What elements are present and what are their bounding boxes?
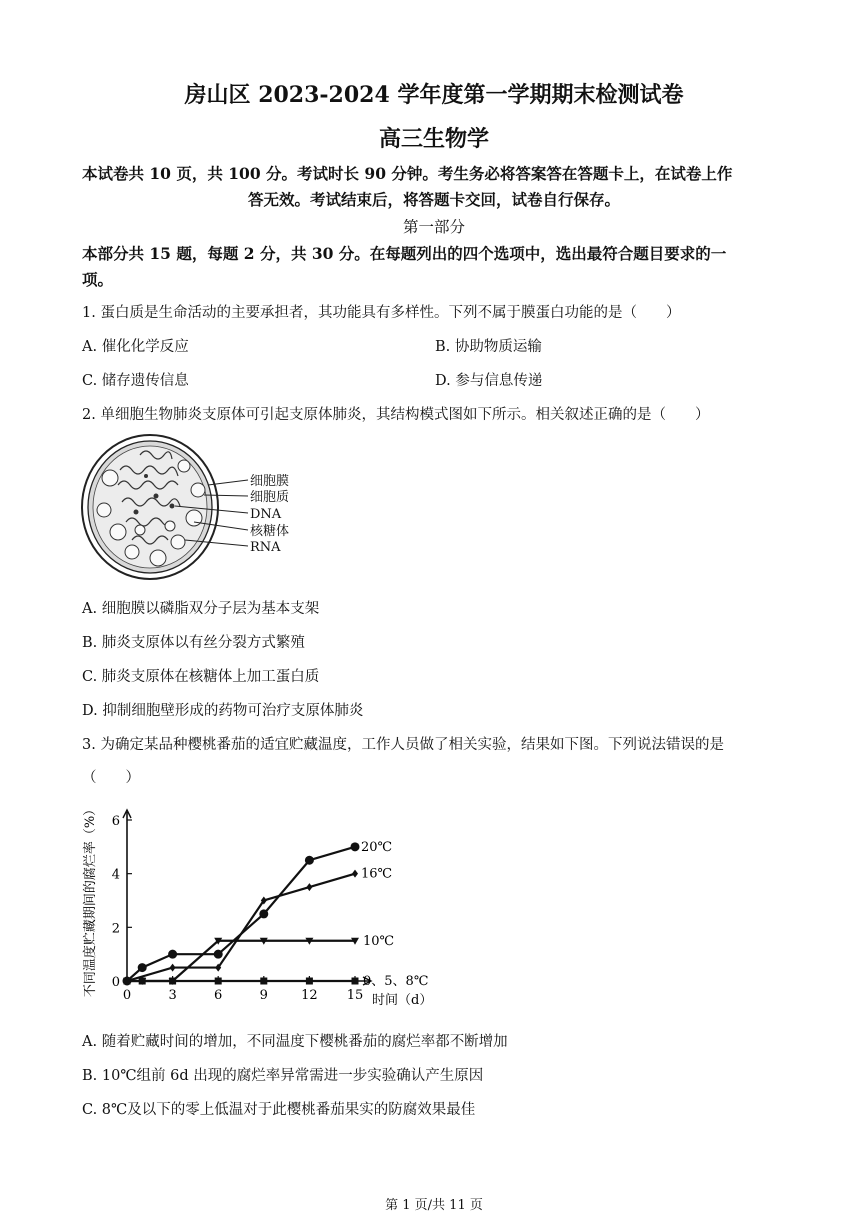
mycoplasma-structure-diagram	[80, 430, 320, 590]
chart-y-tick-label: 4	[111, 867, 120, 883]
q3-stem-line-2: （ ）	[82, 770, 140, 786]
q2-option-c: C. 肺炎支原体在核糖体上加工蛋白质	[82, 669, 320, 685]
q1-option-b: B. 协助物质运输	[435, 339, 542, 355]
chart-series-label: 20℃	[361, 839, 393, 855]
chart-data-point	[305, 856, 314, 865]
page-number: 第 1 页/共 11 页	[385, 1198, 483, 1213]
chart-data-point	[138, 963, 147, 972]
chart-data-point	[215, 978, 222, 985]
exam-subtitle: 高三生物学	[378, 126, 489, 152]
chart-x-tick-label: 12	[301, 988, 318, 1003]
label-cytoplasm: 细胞质	[250, 490, 290, 505]
label-rna: RNA	[250, 540, 281, 555]
chart-series-label: 16℃	[361, 866, 393, 882]
chart-x-tick-label: 0	[122, 988, 132, 1003]
chart-x-tick-label: 6	[214, 988, 223, 1003]
exam-title: 房山区 2023-2024 学年度第一学期期末检测试卷	[184, 82, 684, 108]
chart-data-point	[214, 950, 223, 959]
q2-option-b: B. 肺炎支原体以有丝分裂方式繁殖	[82, 635, 305, 651]
chart-data-point	[124, 978, 131, 985]
chart-data-point	[260, 978, 267, 985]
part-desc-line-2: 项。	[82, 270, 114, 289]
part-desc-line-1: 本部分共 15 题，每题 2 分，共 30 分。在每题列出的四个选项中，选出最符合题目要求的一	[82, 244, 727, 263]
q3-stem-line-1: 3. 为确定某品种樱桃番茄的适宜贮藏温度，工作人员做了相关实验，结果如下图。下列说法错误的是	[82, 737, 724, 753]
chart-series-line	[127, 874, 355, 981]
label-cell-membrane: 细胞膜	[250, 474, 290, 489]
chart-x-tick-label: 3	[168, 988, 177, 1003]
label-ribosome: 核糖体	[250, 524, 290, 539]
chart-data-point	[352, 870, 358, 878]
chart-x-tick-label: 9	[259, 988, 268, 1003]
instructions-line-1: 本试卷共 10 页，共 100 分。考试时长 90 分钟。考生务必将答案答在答题卡上，在试卷上作	[82, 164, 733, 183]
chart-y-tick-label: 2	[111, 921, 120, 937]
decay-rate-chart	[80, 795, 440, 1040]
chart-data-point	[352, 978, 359, 985]
part-title: 第一部分	[402, 218, 465, 236]
chart-x-tick-label: 15	[346, 988, 364, 1003]
chart-y-tick-label: 0	[111, 975, 120, 990]
q2-option-a: A. 细胞膜以磷脂双分子层为基本支架	[82, 601, 320, 617]
q3-option-b: B. 10℃组前 6d 出现的腐烂率异常需进一步实验确认产生原因	[82, 1068, 484, 1084]
q2-stem: 2. 单细胞生物肺炎支原体可引起支原体肺炎，其结构模式图如下所示。相关叙述正确的是（ ）	[82, 407, 710, 423]
instructions-line-2: 答无效。考试结束后，将答题卡交回，试卷自行保存。	[247, 190, 620, 209]
chart-series-line	[127, 847, 355, 981]
chart-y-tick-label: 6	[111, 814, 120, 829]
chart-data-point	[170, 964, 176, 972]
chart-series-2	[123, 934, 394, 985]
chart-series-1	[124, 866, 395, 985]
chart-series-label: 10℃	[363, 933, 395, 949]
chart-y-label: 不同温度贮藏期间的腐烂率（%）	[83, 802, 98, 998]
q1-stem: 1. 蛋白质是生命活动的主要承担者，其功能具有多样性。下列不属于膜蛋白功能的是（ ）	[82, 305, 681, 321]
label-dna: DNA	[250, 507, 282, 522]
chart-data-point	[259, 909, 268, 918]
chart-data-point	[168, 950, 177, 959]
chart-data-point	[139, 978, 146, 985]
chart-series-0	[123, 840, 393, 986]
q1-option-c: C. 储存遗传信息	[82, 373, 189, 389]
q1-option-a: A. 催化化学反应	[82, 339, 189, 355]
q3-option-a: A. 随着贮藏时间的增加，不同温度下樱桃番茄的腐烂率都不断增加	[82, 1034, 508, 1050]
chart-series-label: 0、5、8℃	[363, 974, 429, 989]
chart-data-point	[306, 883, 312, 891]
q3-option-c: C. 8℃及以下的零上低温对于此樱桃番茄果实的防腐效果最佳	[82, 1102, 476, 1118]
chart-data-point	[169, 978, 176, 985]
q1-option-d: D. 参与信息传递	[435, 373, 543, 389]
chart-data-point	[306, 978, 313, 985]
chart-series-line	[127, 941, 355, 981]
q2-option-d: D. 抑制细胞壁形成的药物可治疗支原体肺炎	[82, 703, 364, 719]
chart-series-3	[124, 974, 429, 989]
chart-x-label: 时间（d）	[372, 993, 433, 1008]
chart-data-point	[351, 842, 360, 851]
